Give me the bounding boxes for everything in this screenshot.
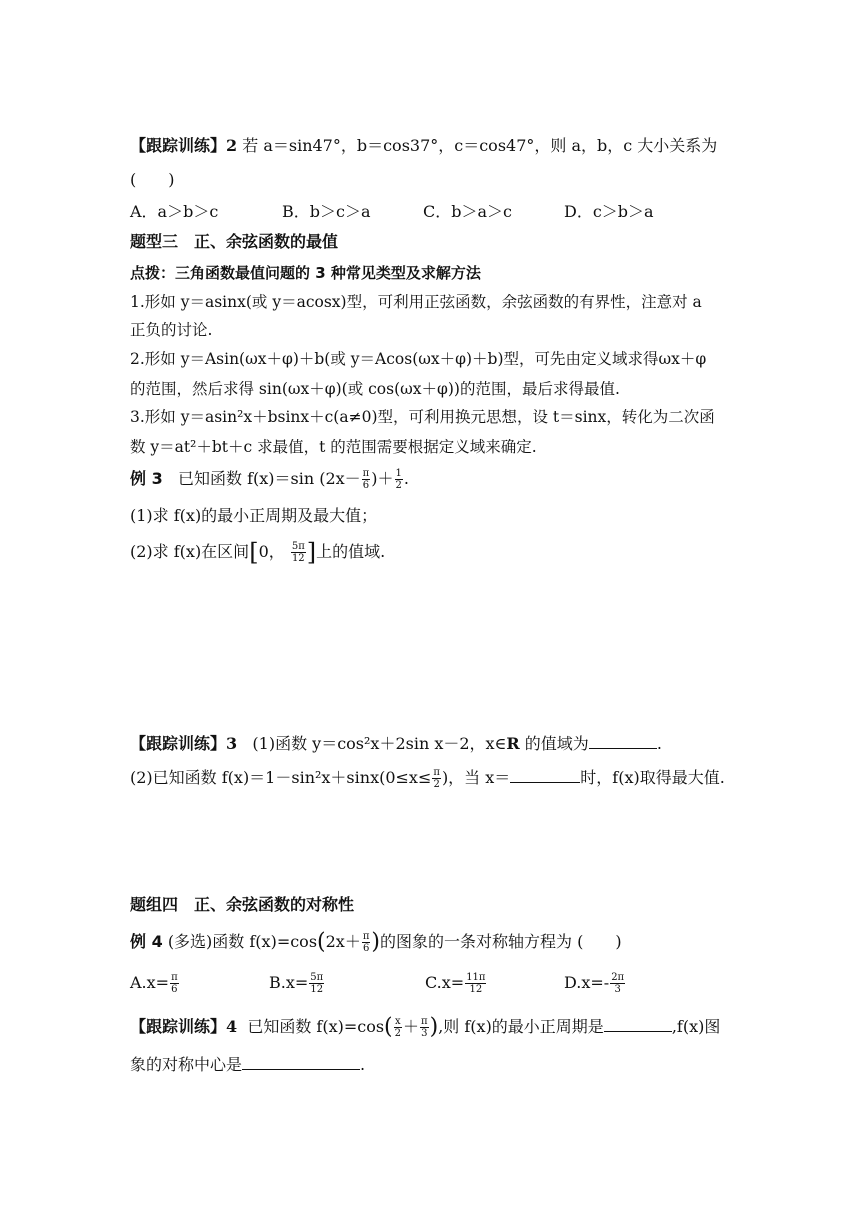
t4-line1: 【跟踪训练】4 已知函数 f(x)=cos( $\frac{x}{2}$ ＋ $\frac{\pi}{3}$ ),则 f(x)的最小正周期是 ,f(x)图 (130, 1014, 721, 1040)
t4-line2: 象的对称中心是 . (130, 1055, 366, 1074)
ex3-frac-pi6: $\frac{\pi}{6}$ (362, 468, 370, 491)
section3-item2a: 2.形如 y＝Asin(ωx＋φ)＋b(或 y＝Acos(ωx＋φ)＋b)型，可先由定义域求得ωx＋φ (130, 350, 707, 368)
ex3-pre: 已知函数 f(x)＝sin (2x－ (177, 469, 361, 488)
ex3-frac-half: $\frac{1}{2}$ (395, 468, 402, 491)
ex3-frac-5pi12: $\frac{5\pi}{12}$ (291, 541, 305, 564)
ex3-q1: (1)求 f(x)的最小正周期及最大值； (130, 506, 378, 525)
ex4-option-d: D.x=- $\frac{2\pi}{3}$ (564, 972, 625, 995)
t2-text: 若 a＝sin47°，b＝cos37°，c＝cos47°，则 a，b，c 大小关系为 (242, 136, 718, 155)
ex4-statement: 例 4 (多选)函数 f(x)=cos(2x＋ $\frac{\pi}{6}$ )的图象的一条对称轴方程为 ( ) (130, 929, 622, 955)
t4-label: 【跟踪训练】4 (130, 1017, 238, 1036)
t2-option-a: A．a＞b＞c (130, 202, 219, 221)
t2-option-c: C．b＞a＞c (423, 202, 512, 221)
ex3-q2: (2)求 f(x)在区间[0， $\frac{5\pi}{12}$ ]上的值域. (130, 538, 386, 567)
ex3-label: 例 3 (130, 469, 163, 488)
t3-frac-pi2: $\frac{\pi}{2}$ (433, 767, 440, 790)
ex3-statement: 例 3 已知函数 f(x)＝sin (2x－ $\frac{\pi}{6}$ )＋ $\frac{1}{2}$ . (130, 468, 409, 491)
t2-option-d: D．c＞b＞a (564, 202, 654, 221)
ex3-mid: )＋ (371, 469, 394, 488)
t2-option-b: B．b＞c＞a (282, 202, 371, 221)
section3-item3a: 3.形如 y＝asin²x＋bsinx＋c(a≠0)型，可利用换元思想，设 t＝sinx，转化为二次函 (130, 408, 715, 426)
t4-center-blank[interactable] (242, 1053, 360, 1070)
t3-q1: 【跟踪训练】3 (1)函数 y＝cos²x＋2sin x－2，x∈R 的值域为 . (130, 734, 662, 753)
t3-q1-blank[interactable] (589, 732, 657, 749)
ex4-label: 例 4 (130, 932, 163, 951)
section3-item1b: 正负的讨论. (130, 321, 213, 339)
ex4-option-c: C.x= $\frac{11\pi}{12}$ (425, 972, 486, 995)
t4-frac-x2: $\frac{x}{2}$ (394, 1016, 402, 1039)
t3-q2-blank[interactable] (510, 766, 580, 783)
ex4-option-b: B.x= $\frac{5\pi}{12}$ (269, 972, 324, 995)
section3-item1a: 1.形如 y＝asinx(或 y＝acosx)型，可利用正弦函数，余弦函数的有界性，注意对 a (130, 293, 702, 311)
section3-title: 题型三 正、余弦函数的最值 (130, 232, 339, 251)
t4-frac-pi3: $\frac{\pi}{3}$ (421, 1016, 428, 1039)
section3-item2b: 的范围，然后求得 sin(ωx＋φ)(或 cos(ωx＋φ))的范围，最后求得最值. (130, 380, 620, 398)
section4-title: 题组四 正、余弦函数的对称性 (130, 895, 355, 914)
section3-tip: 点拨：三角函数最值问题的 3 种常见类型及求解方法 (130, 264, 481, 282)
t2-label: 【跟踪训练】2 (130, 136, 238, 155)
section3-item3b: 数 y＝at²＋bt＋c 求最值，t 的范围需要根据定义域来确定. (130, 438, 537, 456)
t3-label: 【跟踪训练】3 (130, 734, 238, 753)
t4-period-blank[interactable] (604, 1015, 672, 1032)
t2-question (130, 134, 717, 158)
ex4-frac-pi6: $\frac{\pi}{6}$ (362, 931, 370, 954)
t3-q2: (2)已知函数 f(x)＝1－sin²x＋sinx(0≤x≤ $\frac{\pi}{2}$ )，当 x＝ 时，f(x)取得最大值. (130, 767, 725, 790)
t2-paren: ( ) (130, 170, 175, 189)
ex4-option-a: A.x= $\frac{\pi}{6}$ (130, 972, 178, 995)
